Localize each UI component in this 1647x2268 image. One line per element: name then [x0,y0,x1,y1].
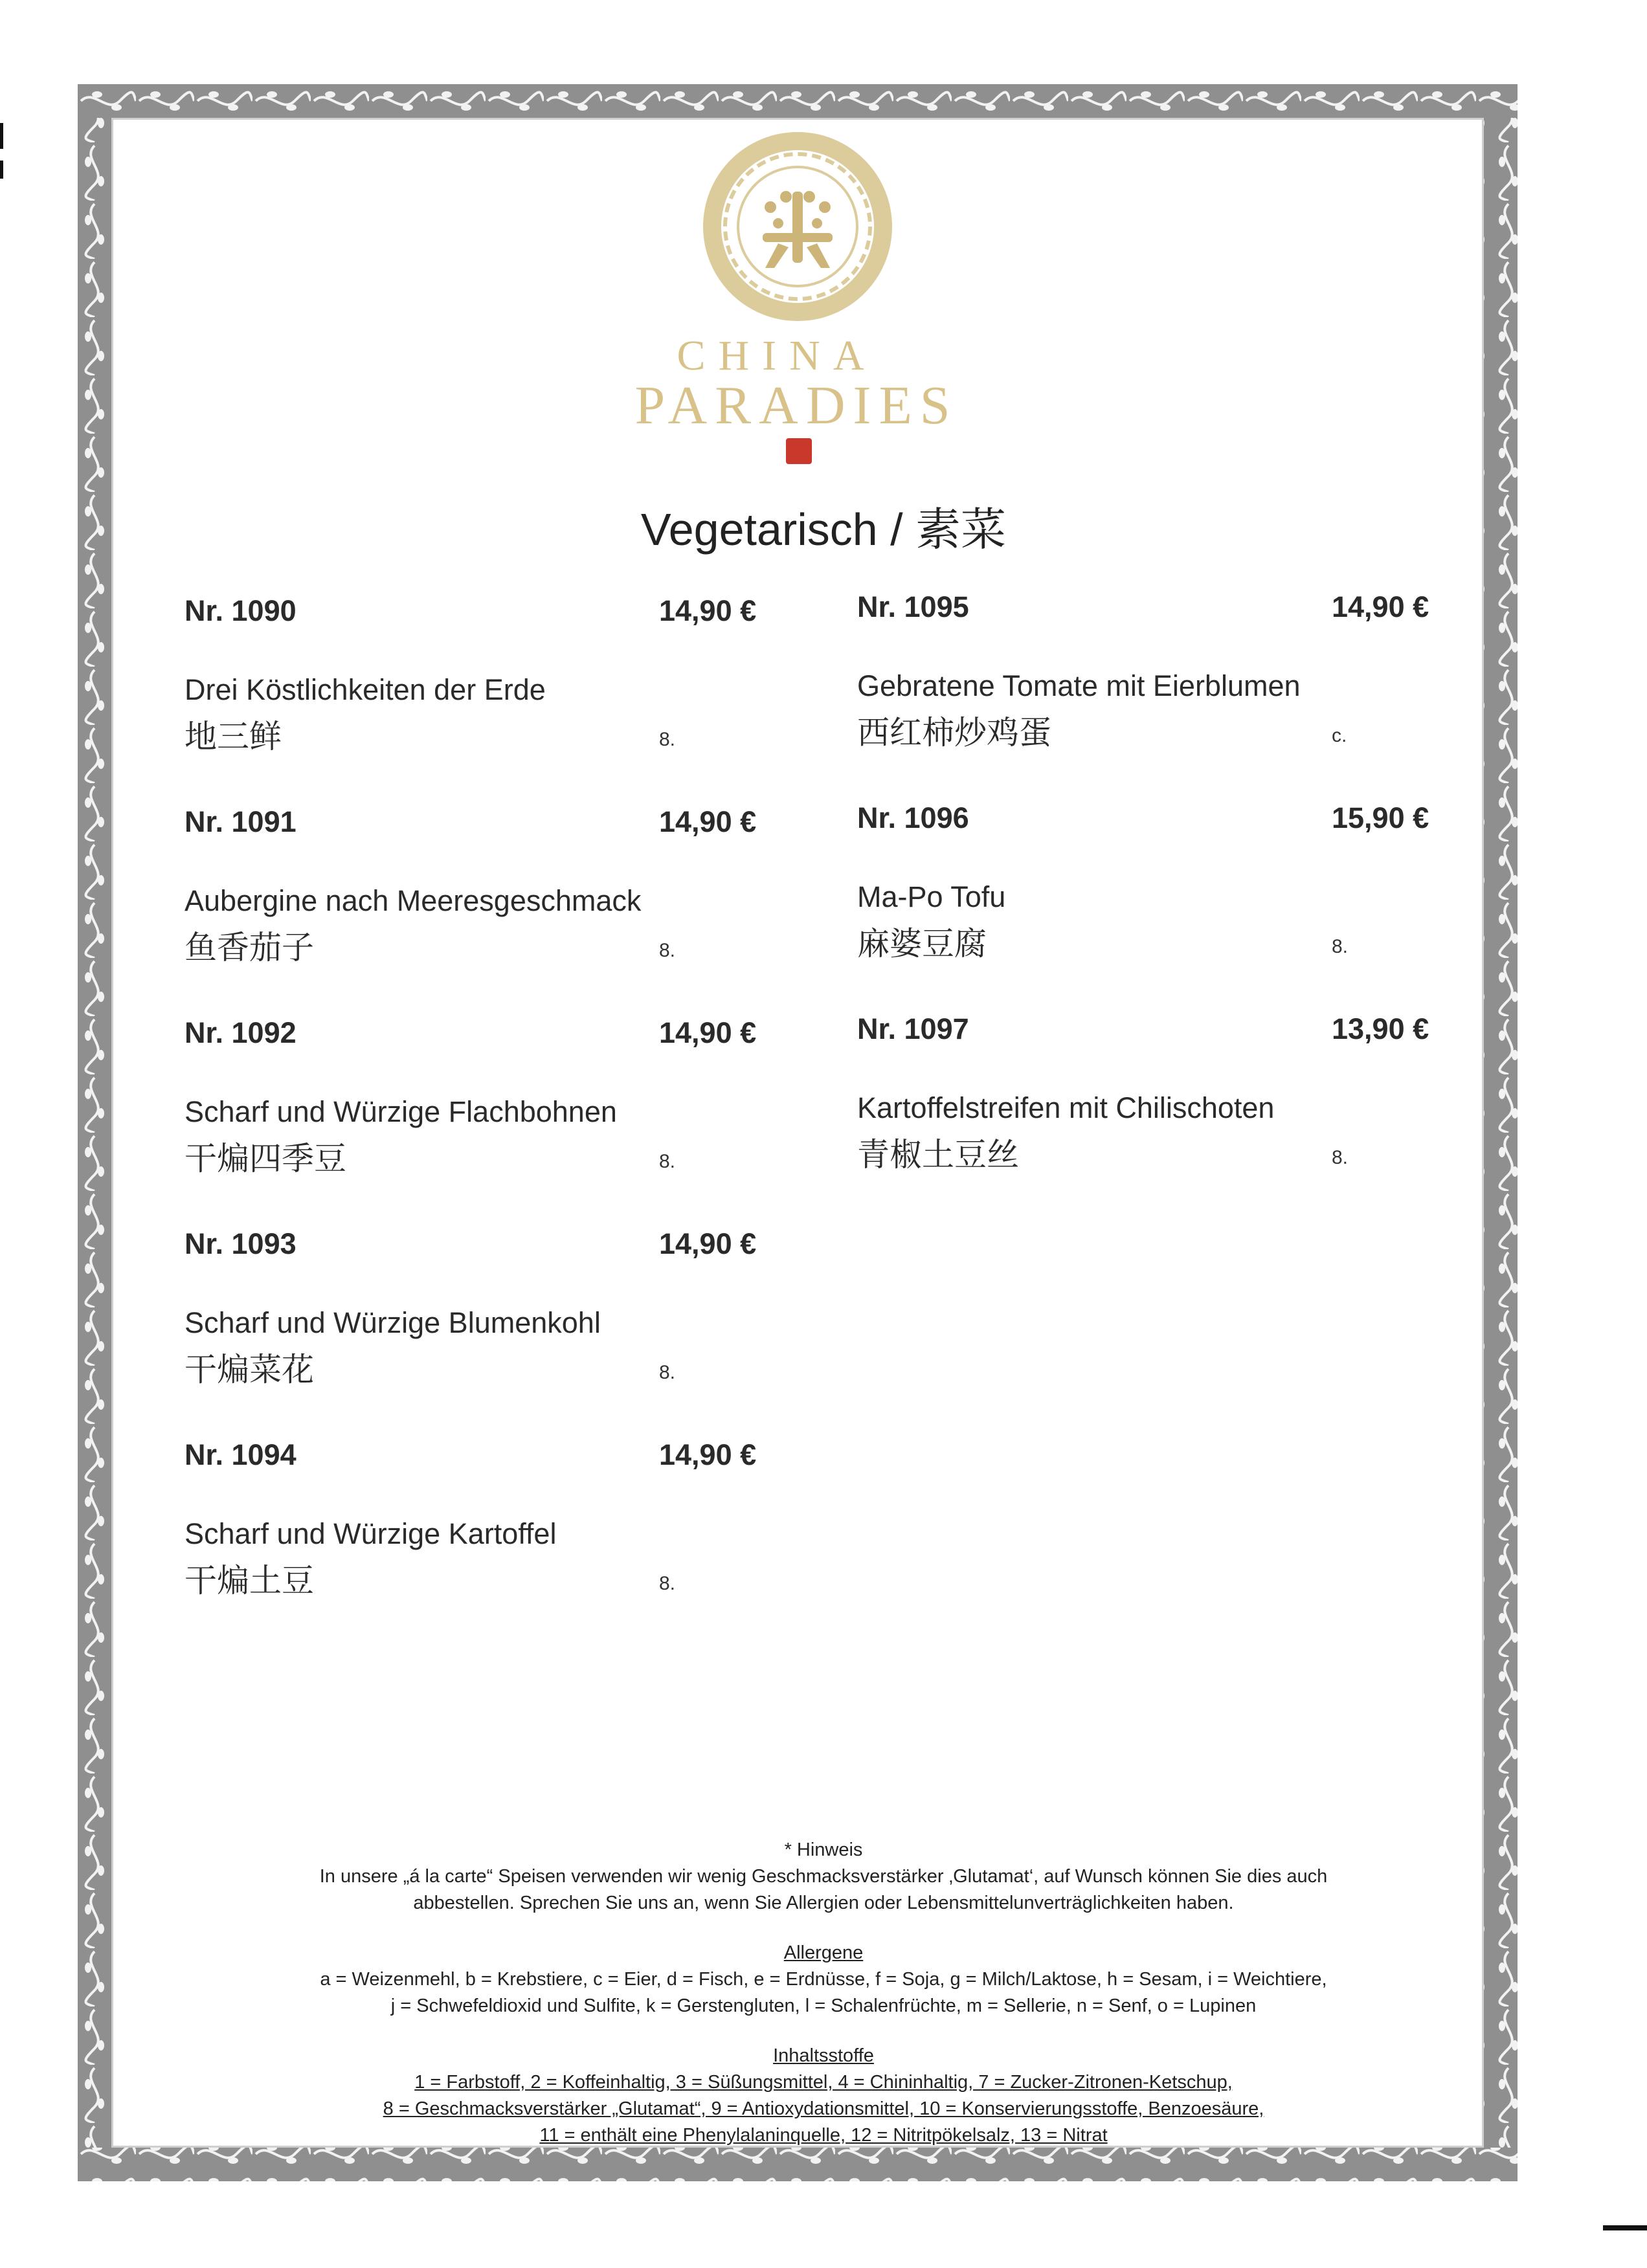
item-name: Gebratene Tomate mit Eierblumen [857,669,1301,702]
item-allergen-code: 8. [659,729,676,750]
scan-edge-mark [1603,2225,1647,2230]
item-chinese-name: 鱼香茄子 [185,929,314,966]
hinweis-text: abbestellen. Sprechen Sie uns an, wenn Sie Allergien oder Lebensmittelunverträglichkeiten haben. [413,1893,1234,1913]
inhaltsstoffe-text: 11 = enthält eine Phenylalaninquelle, 12 = Nitritpökelsalz, 13 = Nitrat [539,2125,1108,2146]
hinweis-text: In unsere „á la carte“ Speisen verwenden wir wenig Geschmacksverstärker ‚Glutamat‘, auf Wunsch können Sie dies auch [319,1866,1328,1887]
item-allergen-code: 8. [1332,1147,1349,1168]
menu-item [857,801,1505,1012]
inhaltsstoffe-title: Inhaltsstoffe [773,2045,874,2066]
menu-item [185,1227,832,1438]
item-price: 13,90 € [1332,1012,1429,1045]
allergene-title: Allergene [783,1942,864,1963]
menu-item [857,590,1505,801]
menu-column-right [857,590,1505,1223]
item-allergen-code: 8. [659,940,676,961]
china-paradies-logo-icon [700,129,895,324]
item-price: 14,90 € [659,1227,757,1260]
inhaltsstoffe-text: 8 = Geschmacksverstärker „Glutamat“, 9 = Antioxydationsmittel, 10 = Konservierungsstoffe, Benzoesäure, [383,2098,1264,2119]
item-allergen-code: 8. [659,1151,676,1172]
item-name: Aubergine nach Meeresgeschmack [185,884,642,917]
item-number: Nr. 1094 [185,1438,297,1471]
scan-edge-mark [0,161,3,179]
item-allergen-code: 8. [659,1362,676,1383]
item-number: Nr. 1095 [857,590,969,623]
item-chinese-name: 干煸四季豆 [185,1140,346,1177]
item-name: Ma-Po Tofu [857,880,1006,913]
item-price: 14,90 € [1332,590,1429,623]
menu-item [185,1438,832,1649]
item-number: Nr. 1093 [185,1227,297,1260]
menu-item [857,1012,1505,1223]
item-price: 14,90 € [659,1438,757,1471]
item-chinese-name: 干煸菜花 [185,1351,314,1388]
item-number: Nr. 1092 [185,1016,297,1049]
item-number: Nr. 1096 [857,801,969,834]
brand-name-line1: CHINA [677,332,877,379]
item-chinese-name: 地三鲜 [185,718,282,755]
item-price: 15,90 € [1332,801,1429,834]
item-name: Drei Köstlichkeiten der Erde [185,673,546,706]
item-chinese-name: 麻婆豆腐 [857,925,987,962]
hinweis-title: * Hinweis [784,1840,863,1860]
item-price: 14,90 € [659,594,757,627]
item-allergen-code: c. [1332,725,1347,746]
menu-item [185,1016,832,1227]
item-name: Scharf und Würzige Kartoffel [185,1517,557,1550]
item-number: Nr. 1097 [857,1012,969,1045]
item-chinese-name: 干煸土豆 [185,1562,314,1599]
footer-notes [246,1837,1401,2149]
menu-item [185,594,832,805]
allergene-text: a = Weizenmehl, b = Krebstiere, c = Eier, d = Fisch, e = Erdnüsse, f = Soja, g = Milch/Laktose, h = Sesam, i = Weichtiere, [320,1969,1327,1990]
allergene-text: j = Schwefeldioxid und Sulfite, k = Gerstengluten, l = Schalenfrüchte, m = Sellerie, n = Senf, o = Lupinen [390,1996,1257,2016]
item-chinese-name: 西红柿炒鸡蛋 [857,714,1051,751]
item-allergen-code: 8. [1332,936,1349,957]
item-name: Scharf und Würzige Flachbohnen [185,1095,617,1128]
scan-edge-mark [0,123,3,149]
red-seal-stamp-icon [786,438,812,464]
menu-item [185,805,832,1016]
item-allergen-code: 8. [659,1573,676,1594]
item-number: Nr. 1091 [185,805,297,838]
brand-name-line2: PARADIES [634,375,958,436]
item-name: Kartoffelstreifen mit Chilischoten [857,1091,1275,1124]
item-name: Scharf und Würzige Blumenkohl [185,1306,601,1339]
item-price: 14,90 € [659,805,757,838]
item-number: Nr. 1090 [185,594,297,627]
item-chinese-name: 青椒土豆丝 [857,1136,1019,1173]
item-price: 14,90 € [659,1016,757,1049]
menu-column-left [185,594,832,1649]
inhaltsstoffe-text: 1 = Farbstoff, 2 = Koffeinhaltig, 3 = Süßungsmittel, 4 = Chininhaltig, 7 = Zucker-Zitronen-Ketschup, [414,2072,1233,2093]
page-title: Vegetarisch / 素菜 [640,504,1007,555]
